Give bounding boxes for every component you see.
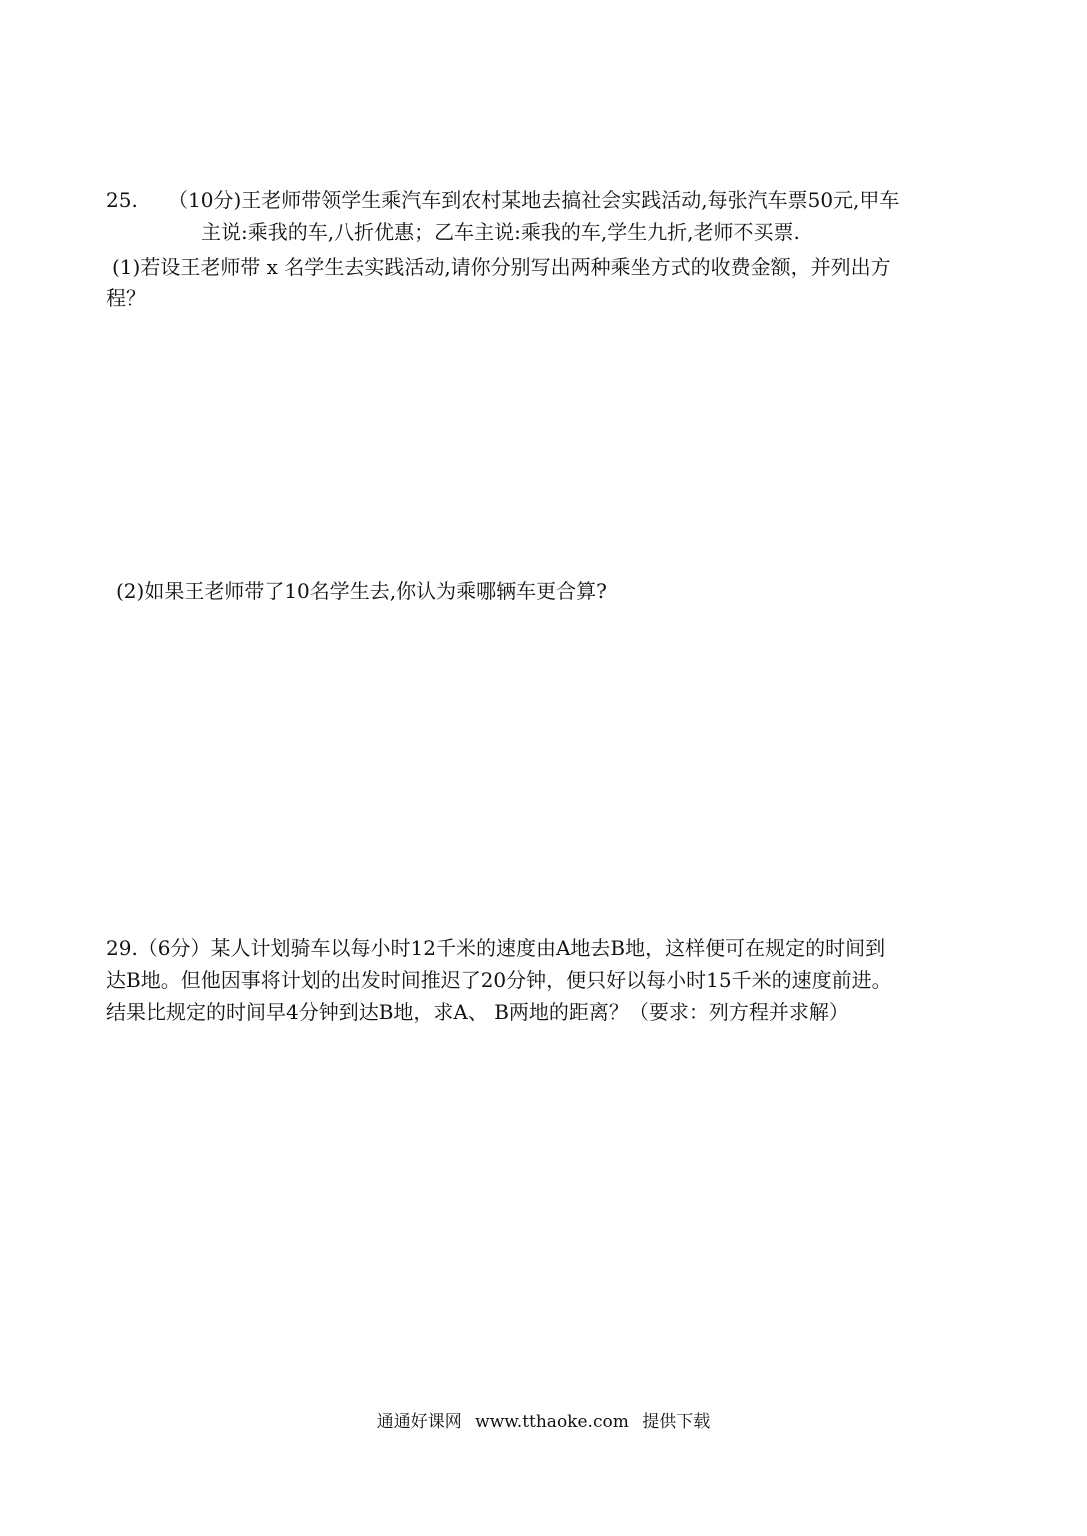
question-25-part-1-line-2: 程？ <box>106 286 146 310</box>
footer-suffix: 提供下载 <box>642 1412 711 1432</box>
footer-url[interactable]: www.tthaoke.com <box>475 1412 629 1432</box>
footer-site-name: 通通好课网 <box>376 1412 462 1432</box>
question-25-text: （10分)王老师带领学生乘汽车到农村某地去搞社会实践活动,每张汽车票50元,甲车 <box>168 188 900 212</box>
question-25-line-1 <box>106 187 899 213</box>
question-25-part-2: (2)如果王老师带了10名学生去,你认为乘哪辆车更合算? <box>116 579 607 603</box>
question-25-number: 25. <box>106 188 138 212</box>
question-29-line-1: 29.（6分）某人计划骑车以每小时12千米的速度由A地去B地，这样便可在规定的时间到 <box>106 936 886 960</box>
question-29-line-3: 结果比规定的时间早4分钟到达B地，求A、 B两地的距离？（要求：列方程并求解） <box>106 1000 849 1024</box>
question-29-line-2: 达B地。但他因事将计划的出发时间推迟了20分钟，便只好以每小时15千米的速度前进。 <box>106 968 892 992</box>
question-25-part-1-line-1: (1)若设王老师带 x 名学生去实践活动,请你分别写出两种乘坐方式的收费金额，并列出方 <box>112 255 891 279</box>
question-25-line-2: 主说:乘我的车,八折优惠；乙车主说:乘我的车,学生九折,老师不买票. <box>201 220 800 244</box>
page-footer <box>0 1409 1087 1435</box>
